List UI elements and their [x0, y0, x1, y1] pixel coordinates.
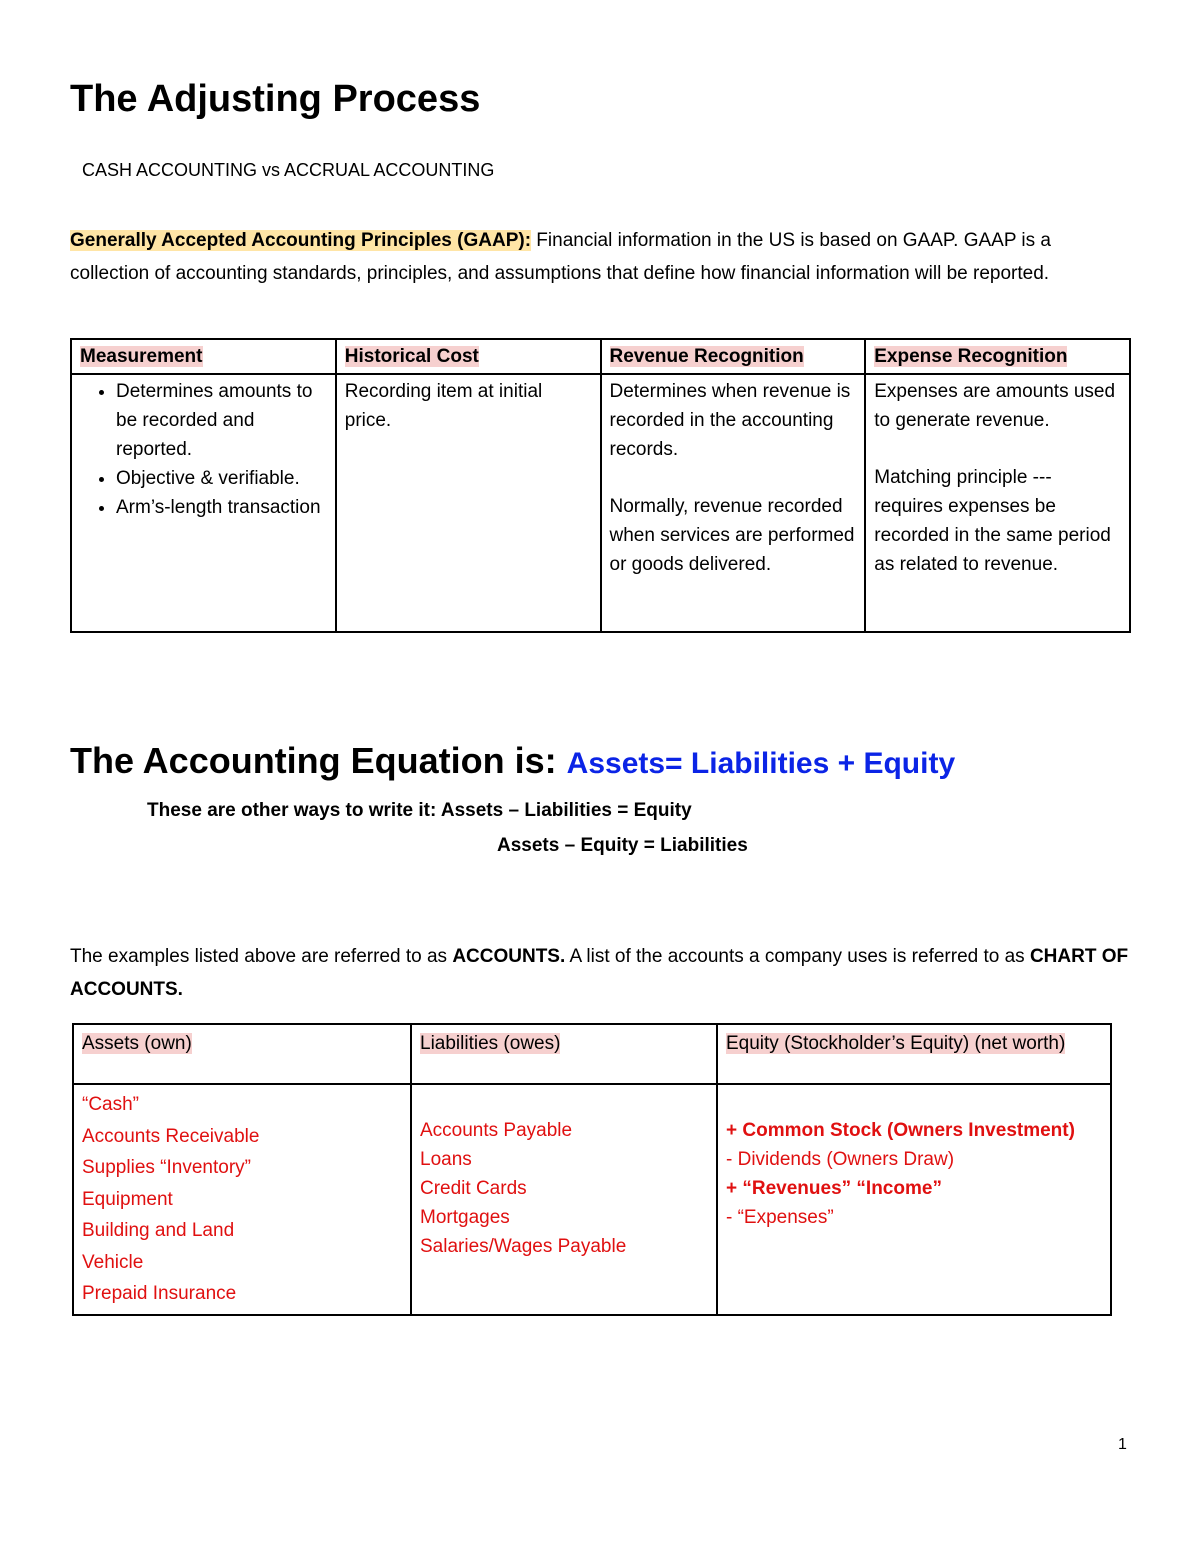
list-item: + Common Stock (Owners Investment) — [726, 1120, 1075, 1141]
measurement-list — [80, 377, 327, 522]
list-item: Equipment — [82, 1188, 173, 1210]
header-expense-recognition: Expense Recognition — [865, 339, 1130, 374]
historical-cost-cell: Recording item at initial price. — [336, 374, 601, 632]
list-item: Credit Cards — [420, 1178, 527, 1199]
assets-cell — [73, 1084, 411, 1315]
measurement-cell — [71, 374, 336, 632]
header-equity: Equity (Stockholder’s Equity) (net worth) — [717, 1024, 1111, 1084]
list-item: - “Expenses” — [726, 1207, 834, 1228]
equation-alt-2: Assets – Equity = Liabilities — [497, 835, 748, 856]
examples-paragraph: The examples listed above are referred to as ACCOUNTS. A list of the accounts a company uses is referred to as CHART OF ACCOUNTS. — [70, 946, 1129, 1000]
list-item: Salaries/Wages Payable — [420, 1236, 627, 1257]
list-item: Accounts Receivable — [82, 1125, 260, 1147]
list-item: • Objective & verifiable. — [116, 464, 327, 493]
equity-cell — [717, 1084, 1111, 1315]
equation-alt-1: These are other ways to write it: Assets – Liabilities = Equity — [147, 800, 692, 821]
page-number: 1 — [1118, 1436, 1127, 1453]
header-historical-cost: Historical Cost — [336, 339, 601, 374]
list-item: Accounts Payable — [420, 1120, 573, 1141]
list-item: - Dividends (Owners Draw) — [726, 1149, 955, 1170]
list-item: Vehicle — [82, 1251, 144, 1273]
list-item: • Determines amounts to be recorded and reported. — [116, 377, 327, 464]
liabilities-cell — [411, 1084, 717, 1315]
header-measurement: Measurement — [71, 339, 336, 374]
principles-table — [70, 338, 1131, 633]
list-item: Building and Land — [82, 1220, 235, 1241]
header-assets: Assets (own) — [73, 1024, 411, 1084]
gaap-paragraph — [70, 224, 1130, 290]
list-item: Supplies “Inventory” — [82, 1157, 251, 1178]
page-title: The Adjusting Process — [70, 78, 481, 120]
revenue-recognition-cell: Determines when revenue is recorded in the accounting records. Normally, revenue recorded when services are performed or goods delivered. — [601, 374, 866, 632]
list-item: • Arm’s-length transaction — [116, 493, 327, 522]
list-item: “Cash” — [82, 1094, 140, 1115]
equation-formula: Assets= Liabilities + Equity — [566, 747, 956, 780]
header-liabilities: Liabilities (owes) — [411, 1024, 717, 1084]
accounts-table — [72, 1023, 1112, 1316]
list-item: Prepaid Insurance — [82, 1283, 237, 1304]
list-item: + “Revenues” “Income” — [726, 1178, 942, 1199]
header-revenue-recognition: Revenue Recognition — [601, 339, 866, 374]
subtitle: CASH ACCOUNTING vs ACCRUAL ACCOUNTING — [82, 160, 495, 180]
gaap-text: Financial information in the US is based on GAAP. GAAP is a collection of accounting standards, principles, and assumptions that define how financial information will be reported. — [70, 230, 1051, 284]
list-item: Loans — [420, 1149, 472, 1170]
list-item: Mortgages — [420, 1207, 510, 1228]
gaap-term: Generally Accepted Accounting Principles (GAAP): — [70, 230, 532, 251]
expense-recognition-cell: Expenses are amounts used to generate revenue. Matching principle --- requires expenses be recorded in the same period as related to revenue. — [865, 374, 1130, 632]
equation-heading: The Accounting Equation is: Assets= Liabilities + Equity — [70, 740, 956, 781]
